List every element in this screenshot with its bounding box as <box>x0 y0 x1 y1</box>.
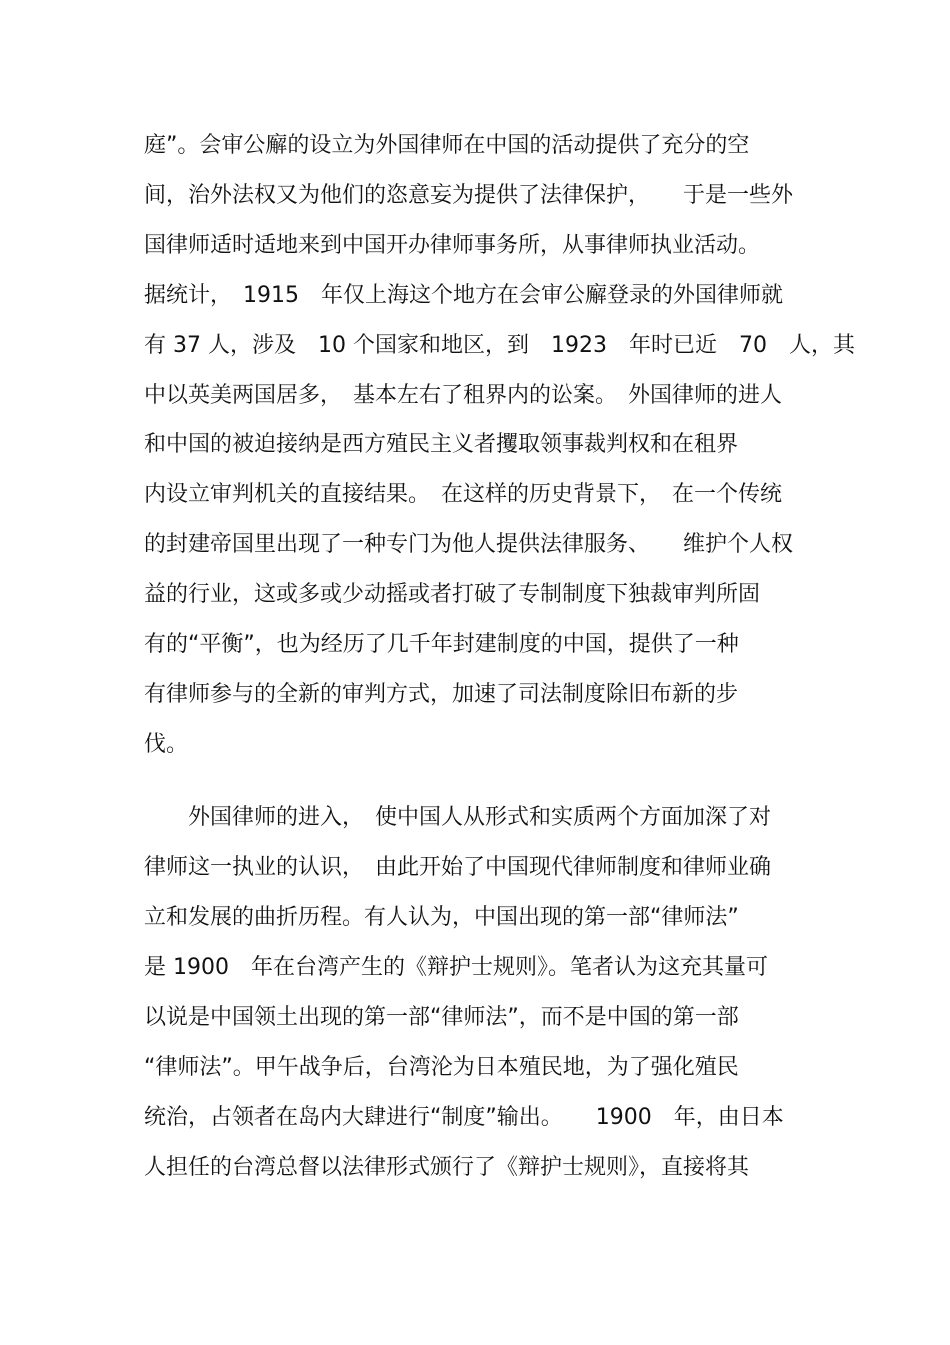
text-line: 间，治外法权又为他们的恣意妄为提供了法律保护， 于是一些外 <box>144 183 794 208</box>
text-line: 庭”。会审公廨的设立为外国律师在中国的活动提供了充分的空 <box>144 133 750 158</box>
text-line: 内设立审判机关的直接结果。 在这样的历史背景下， 在一个传统 <box>144 482 783 507</box>
text-line: 伐。 <box>144 732 189 757</box>
text-line: 统治，占领者在岛内大肆进行“制度”输出。 1900 年，由日本 <box>144 1105 784 1130</box>
text-line: 有的“平衡”，也为经历了几千年封建制度的中国，提供了一种 <box>144 632 739 657</box>
text-line: 外国律师的进入， 使中国人从形式和实质两个方面加深了对 <box>144 805 772 830</box>
text-line: 的封建帝国里出现了一种专门为他人提供法律服务、 维护个人权 <box>144 532 794 557</box>
text-line: 以说是中国领土出现的第一部“律师法”，而不是中国的第一部 <box>144 1005 739 1030</box>
text-line: 是 1900 年在台湾产生的《辩护士规则》。笔者认为这充其量可 <box>144 955 768 980</box>
text-line: 立和发展的曲折历程。有人认为，中国出现的第一部“律师法” <box>144 905 739 930</box>
text-line: “律师法”。甲午战争后，台湾沦为日本殖民地，为了强化殖民 <box>144 1055 739 1080</box>
text-line: 有律师参与的全新的审判方式，加速了司法制度除旧布新的步 <box>144 682 739 707</box>
text-line: 据统计， 1915 年仅上海这个地方在会审公廨登录的外国律师就 <box>144 283 783 308</box>
text-line: 和中国的被迫接纳是西方殖民主义者攫取领事裁判权和在租界 <box>144 432 739 457</box>
text-line: 有 37 人，涉及 10 个国家和地区，到 1923 年时已近 70 人，其 <box>144 333 855 358</box>
text-line: 国律师适时适地来到中国开办律师事务所，从事律师执业活动。 <box>144 233 761 258</box>
text-line: 中以英美两国居多， 基本左右了租界内的讼案。 外国律师的进人 <box>144 383 783 408</box>
text-line: 人担任的台湾总督以法律形式颁行了《辩护士规则》，直接将其 <box>144 1155 750 1180</box>
text-line: 律师这一执业的认识， 由此开始了中国现代律师制度和律师业确 <box>144 855 772 880</box>
text-line: 益的行业，这或多或少动摇或者打破了专制制度下独裁审判所固 <box>144 582 761 607</box>
